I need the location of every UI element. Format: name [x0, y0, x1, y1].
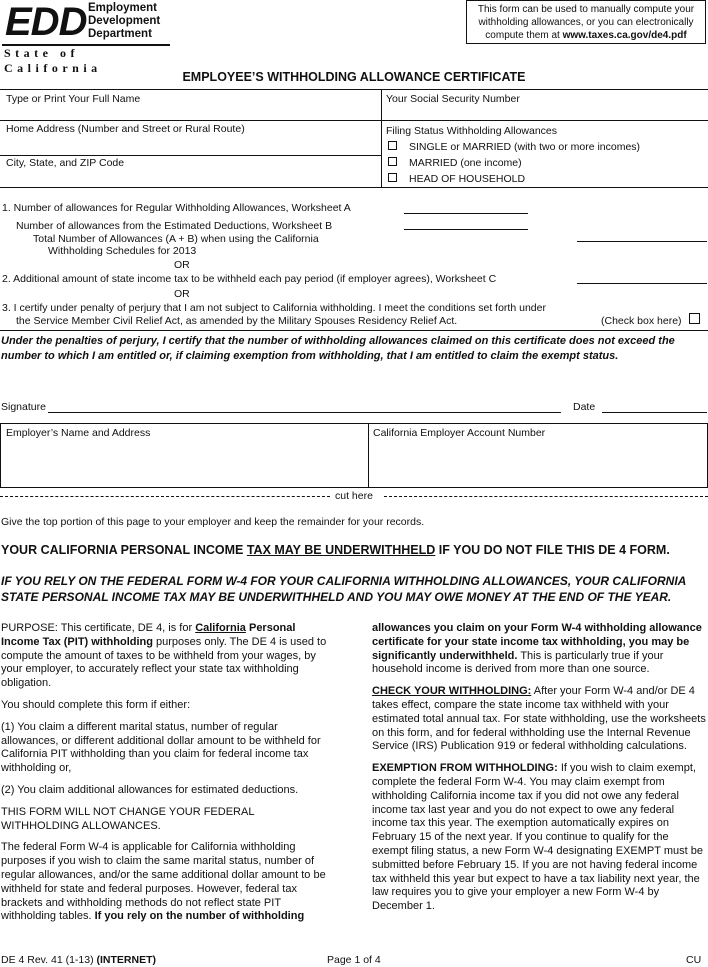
employer-divider [368, 423, 369, 488]
continuation-text: This is particularly true if your household income is derived from more than one source. [372, 649, 664, 676]
purpose-text: PURPOSE: This certificate, DE 4, is for [1, 622, 196, 634]
line-1b-label: Number of allowances from the Estimated Deductions, Worksheet B [16, 220, 333, 232]
or-separator: OR [174, 259, 190, 271]
dept-line-1: Employment [88, 2, 158, 14]
notice-text: This form can be used to manually compute your withholding allowances, or you can electronically compute them at [477, 4, 695, 41]
give-top-instruction: Give the top portion of this page to your employer and keep the remainder for your records. [1, 516, 425, 528]
dept-line-3: Department [88, 28, 152, 40]
warning-underlined: TAX MAY BE UNDERWITHHELD [246, 543, 436, 557]
state-of-california: State of California [4, 46, 102, 75]
underwithheld-warning [1, 543, 670, 557]
warning-text: YOUR CALIFORNIA PERSONAL INCOME [1, 543, 247, 557]
status-single[interactable] [388, 141, 640, 153]
federal-bold-text: If you rely on the number of withholding [94, 910, 305, 923]
ssn-label: Your Social Security Number [386, 93, 520, 105]
or-separator: OR [174, 288, 190, 300]
signature-input[interactable] [48, 412, 561, 413]
complete-if-paragraph: You should complete this form if either: [1, 698, 191, 711]
line-1c-label-1: Total Number of Allowances (A + B) when using the California [33, 233, 319, 245]
line-1c-input[interactable] [577, 241, 707, 242]
grid-divider [381, 89, 382, 188]
line-1a-label: 1. Number of allowances for Regular Withholding Allowances, Worksheet A [2, 202, 351, 214]
status-hoh-checkbox[interactable] [388, 173, 397, 182]
line-3-label-2: the Service Member Civil Relief Act, as amended by the Military Spouses Residency Relief Act. [16, 315, 458, 327]
check-withholding-paragraph [372, 685, 706, 754]
grid-rule [0, 120, 708, 121]
exemption-text: If you wish to claim exempt, complete the federal Form W-4. You may claim exempt from withholding California income tax if you did not owe any federal income tax last year and you do not expect to owe any federal income tax this year. The exemption automatically expires on February 15 of the next year. If you continue to qualify for the exempt filing status, a new Form W-4 designating EXEMPT must be submitted before February 15. If you are not having federal income tax withheld this year but expect to have a tax liability next year, the law requires you to give your employer a new Form W-4 by December 1. [372, 762, 703, 913]
employer-account-label: California Employer Account Number [373, 427, 546, 439]
status-married-checkbox[interactable] [388, 157, 397, 166]
full-name-label: Type or Print Your Full Name [6, 93, 141, 105]
home-address-input[interactable] [2, 135, 378, 153]
continuation-bold: allowances you claim on your Form W-4 withholding allowance certificate for your state income tax withholding, you may be significantly underwithheld. [372, 622, 702, 662]
employer-name-label: Employer’s Name and Address [6, 427, 151, 439]
city-input[interactable] [2, 169, 378, 185]
date-label: Date [573, 401, 596, 413]
penalty-statement: Under the penalties of perjury, I certify that the number of withholding allowances claimed on this certificate does not exceed the number to which I am entitled or, if claiming exemption from withholding, that I am entitled to claim the exempt status. [1, 335, 675, 362]
status-single-checkbox[interactable] [388, 141, 397, 150]
federal-w4-warning: IF YOU RELY ON THE FEDERAL FORM W-4 FOR YOUR CALIFORNIA WITHHOLDING ALLOWANCES, YOUR CALIFORNIA STATE PERSONAL INCOME TAX MAY BE UNDERWITHHELD AND YOU MAY OWE MONEY AT THE END OF THE YEAR. [1, 574, 686, 604]
check-withholding-heading: CHECK YOUR WITHHOLDING: [372, 685, 532, 698]
cut-here-label: cut here [335, 490, 373, 502]
check-box-here-label: (Check box here) [601, 315, 682, 327]
form-rev: DE 4 Rev. 41 (1-13) [1, 954, 97, 966]
item-1-paragraph: (1) You claim a different marital status, number of regular allowances, or different additional dollar amount to be withheld for California PIT withholding than you claim for federal income tax withholding or, [1, 720, 321, 775]
status-hoh-label: HEAD OF HOUSEHOLD [409, 173, 526, 185]
status-married[interactable] [388, 157, 522, 169]
grid-rule [0, 187, 708, 188]
exemption-heading: EXEMPTION FROM WITHHOLDING: [372, 762, 558, 775]
warning-text-end: IF YOU DO NOT FILE THIS DE 4 FORM. [435, 543, 670, 557]
left-column [1, 622, 331, 932]
date-input[interactable] [602, 412, 707, 413]
check-withholding-text: After your Form W-4 and/or DE 4 takes effect, compare the state income tax withheld with your estimated total annual tax. For state withholding, use the worksheets on this form, and for federal withholding use the Internal Revenue Service (IRS) Publication 919 or federal withholding calculations. [372, 685, 706, 753]
city-label: City, State, and ZIP Code [6, 157, 125, 169]
line-1b-input[interactable] [404, 229, 528, 230]
form-id [1, 954, 156, 966]
home-address-label: Home Address (Number and Street or Rural Route) [6, 123, 245, 135]
status-married-label: MARRIED (one income) [409, 157, 522, 169]
cut-line-left [0, 496, 330, 497]
form-code: CU [686, 954, 702, 966]
item-2-paragraph: (2) You claim additional allowances for estimated deductions. [1, 783, 299, 796]
section-rule [0, 330, 708, 331]
employer-account-input[interactable] [371, 440, 705, 485]
purpose-pit: Personal Income Tax (PIT) withholding [1, 622, 296, 648]
edd-logo-text: EDD [5, 0, 87, 44]
line-2-label: 2. Additional amount of state income tax to be withheld each pay period (if employer agrees), Worksheet C [2, 273, 497, 285]
exempt-checkbox[interactable] [689, 313, 700, 324]
line-3-label-1: 3. I certify under penalty of perjury that I am not subject to California withholding. I meet the conditions set forth under [2, 302, 546, 314]
purpose-paragraph [1, 622, 331, 691]
federal-text: The federal Form W-4 is applicable for California withholding purposes if you wish to claim the same marital status, number of regular allowances, and/or the same additional dollar amount to be withheld for state and federal purposes. However, federal tax brackets and withholding methods do not reflect state PIT withholding tables. [1, 841, 326, 923]
right-column [372, 622, 706, 922]
cut-line-right [384, 496, 708, 497]
notice-box [466, 0, 706, 44]
will-not-change-paragraph: THIS FORM WILL NOT CHANGE YOUR FEDERAL WITHHOLDING ALLOWANCES. [1, 805, 255, 832]
line-2-input[interactable] [577, 283, 707, 284]
exemption-paragraph [372, 762, 706, 914]
signature-label: Signature [1, 401, 46, 413]
edd-logo [2, 0, 170, 75]
purpose-california: California [195, 622, 246, 634]
grid-rule [0, 155, 381, 156]
status-hoh[interactable] [388, 173, 525, 185]
dept-line-2: Development [88, 15, 161, 27]
purpose-text-end: purposes only. The DE 4 is used to compute the amount of taxes to be withheld from your wages, by your employer, to accurately reflect your state tax withholding obligation. [1, 635, 327, 690]
filing-status-label: Filing Status Withholding Allowances [386, 125, 558, 137]
continuation-paragraph [372, 622, 706, 677]
line-1a-input[interactable] [404, 213, 528, 214]
page-number: Page 1 of 4 [327, 954, 381, 966]
ssn-input[interactable] [384, 104, 704, 118]
form-internet: (INTERNET) [96, 954, 157, 966]
status-single-label: SINGLE or MARRIED (with two or more incomes) [409, 141, 641, 153]
notice-url[interactable]: www.taxes.ca.gov/de4.pdf [562, 30, 687, 41]
employer-name-input[interactable] [3, 440, 365, 485]
federal-w4-paragraph [1, 841, 331, 924]
form-title: EMPLOYEE’S WITHHOLDING ALLOWANCE CERTIFICATE [182, 70, 526, 84]
line-1c-label-2: Withholding Schedules for 2013 [48, 245, 197, 257]
full-name-input[interactable] [2, 104, 378, 118]
grid-rule [0, 89, 708, 90]
